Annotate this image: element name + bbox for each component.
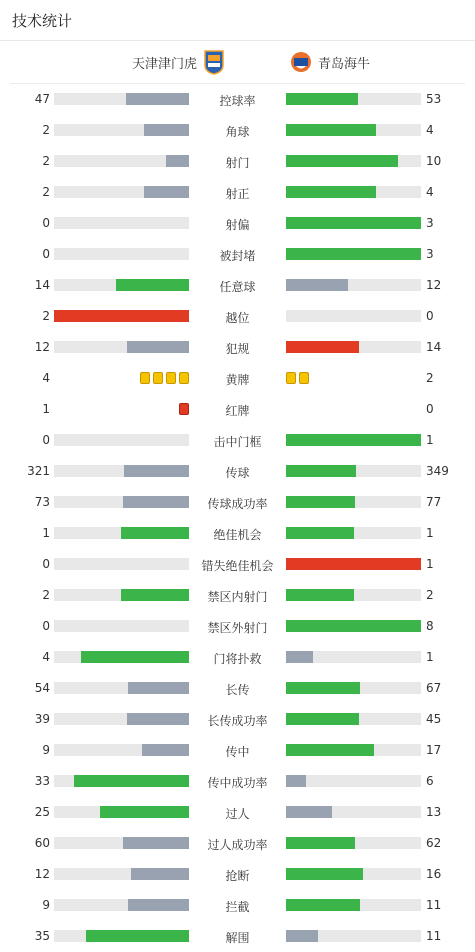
away-bar-track bbox=[286, 186, 421, 198]
away-value: 1 bbox=[426, 557, 434, 571]
home-bar-track bbox=[54, 310, 189, 322]
home-bar-track bbox=[54, 837, 189, 849]
away-value: 12 bbox=[426, 278, 442, 292]
home-value: 54 bbox=[34, 681, 50, 695]
stat-label: 射门 bbox=[225, 156, 250, 170]
away-bar bbox=[286, 682, 360, 694]
stat-label: 任意球 bbox=[219, 280, 256, 294]
home-value: 9 bbox=[42, 743, 50, 757]
home-team-name: 天津津门虎 bbox=[131, 56, 197, 72]
home-bar bbox=[121, 527, 189, 539]
away-value: 67 bbox=[426, 681, 442, 695]
away-value: 4 bbox=[426, 123, 434, 137]
home-bar-track bbox=[54, 744, 189, 756]
home-bar-track bbox=[54, 713, 189, 725]
home-bar-track bbox=[54, 434, 189, 446]
away-bar-track bbox=[286, 744, 421, 756]
away-bar-track bbox=[286, 806, 421, 818]
home-yellow-cards bbox=[140, 372, 189, 384]
stat-label: 犯规 bbox=[225, 342, 250, 356]
home-value: 2 bbox=[42, 588, 50, 602]
stat-label: 击中门框 bbox=[213, 435, 262, 449]
stat-row bbox=[0, 518, 475, 549]
stat-row bbox=[0, 828, 475, 859]
stat-row bbox=[0, 921, 475, 952]
stat-label: 红牌 bbox=[225, 404, 250, 418]
stat-row bbox=[0, 363, 475, 394]
home-value: 0 bbox=[42, 433, 50, 447]
home-value: 12 bbox=[34, 867, 50, 881]
home-bar bbox=[144, 186, 189, 198]
home-value: 0 bbox=[42, 216, 50, 230]
home-bar bbox=[126, 93, 189, 105]
stat-label: 禁区外射门 bbox=[207, 621, 268, 635]
away-bar bbox=[286, 124, 376, 136]
home-value: 9 bbox=[42, 898, 50, 912]
home-bar-track bbox=[54, 93, 189, 105]
stat-row bbox=[0, 456, 475, 487]
away-bar bbox=[286, 899, 360, 911]
home-value: 25 bbox=[34, 805, 50, 819]
home-bar bbox=[100, 806, 189, 818]
away-bar bbox=[286, 155, 398, 167]
stat-row bbox=[0, 890, 475, 921]
stat-row bbox=[0, 177, 475, 208]
away-bar bbox=[286, 496, 355, 508]
away-value: 62 bbox=[426, 836, 442, 850]
home-red-cards bbox=[179, 403, 189, 415]
away-value: 13 bbox=[426, 805, 442, 819]
away-value: 1 bbox=[426, 526, 434, 540]
away-value: 6 bbox=[426, 774, 434, 788]
away-bar bbox=[286, 806, 332, 818]
away-bar-track bbox=[286, 496, 421, 508]
home-bar bbox=[142, 744, 189, 756]
home-bar-track bbox=[54, 279, 189, 291]
away-bar bbox=[286, 930, 318, 942]
home-value: 2 bbox=[42, 154, 50, 168]
away-bar bbox=[286, 837, 355, 849]
stat-row bbox=[0, 642, 475, 673]
away-yellow-cards bbox=[286, 372, 309, 384]
home-value: 39 bbox=[34, 712, 50, 726]
stat-label: 错失绝佳机会 bbox=[201, 559, 274, 573]
home-bar-track bbox=[54, 124, 189, 136]
stat-label: 解围 bbox=[225, 931, 250, 945]
away-value: 0 bbox=[426, 402, 434, 416]
stat-row bbox=[0, 115, 475, 146]
yellow-card-icon bbox=[140, 372, 150, 384]
home-bar bbox=[124, 465, 189, 477]
away-value: 11 bbox=[426, 898, 442, 912]
away-value: 3 bbox=[426, 216, 434, 230]
away-bar bbox=[286, 93, 358, 105]
home-bar bbox=[127, 341, 189, 353]
away-value: 2 bbox=[426, 371, 434, 385]
away-bar bbox=[286, 186, 376, 198]
away-value: 349 bbox=[426, 464, 449, 478]
stat-row bbox=[0, 239, 475, 270]
teams-header bbox=[10, 41, 465, 84]
away-value: 77 bbox=[426, 495, 442, 509]
stat-label: 禁区内射门 bbox=[207, 590, 268, 604]
away-bar bbox=[286, 279, 348, 291]
away-bar bbox=[286, 651, 313, 663]
stat-label: 黄牌 bbox=[225, 373, 250, 387]
home-bar-track bbox=[54, 806, 189, 818]
home-bar-track bbox=[54, 465, 189, 477]
stat-label: 传中 bbox=[225, 745, 250, 759]
home-value: 2 bbox=[42, 309, 50, 323]
stat-label: 长传 bbox=[225, 683, 250, 697]
away-value: 17 bbox=[426, 743, 442, 757]
away-value: 2 bbox=[426, 588, 434, 602]
home-value: 0 bbox=[42, 557, 50, 571]
home-bar-track bbox=[54, 155, 189, 167]
stat-row bbox=[0, 766, 475, 797]
away-bar bbox=[286, 248, 421, 260]
home-value: 4 bbox=[42, 371, 50, 385]
away-bar-track bbox=[286, 930, 421, 942]
stat-row bbox=[0, 859, 475, 890]
away-value: 0 bbox=[426, 309, 434, 323]
away-bar-track bbox=[286, 124, 421, 136]
yellow-card-icon bbox=[166, 372, 176, 384]
stat-label: 传球成功率 bbox=[207, 497, 268, 511]
home-bar-track bbox=[54, 558, 189, 570]
away-value: 1 bbox=[426, 650, 434, 664]
away-value: 45 bbox=[426, 712, 442, 726]
away-value: 3 bbox=[426, 247, 434, 261]
tianjin-tigers-logo-icon bbox=[203, 49, 225, 75]
away-bar-track bbox=[286, 589, 421, 601]
home-bar bbox=[74, 775, 189, 787]
stat-row bbox=[0, 735, 475, 766]
home-bar bbox=[86, 930, 189, 942]
stat-row bbox=[0, 549, 475, 580]
away-bar-track bbox=[286, 775, 421, 787]
stat-label: 射正 bbox=[225, 187, 250, 201]
home-bar-track bbox=[54, 775, 189, 787]
away-value: 4 bbox=[426, 185, 434, 199]
home-value: 73 bbox=[34, 495, 50, 509]
stat-label: 传球 bbox=[225, 466, 250, 480]
stat-row bbox=[0, 84, 475, 115]
away-team-name: 青岛海牛 bbox=[318, 56, 371, 72]
stat-label: 越位 bbox=[225, 311, 250, 325]
qingdao-hainiu-logo-icon bbox=[290, 49, 312, 75]
stat-row bbox=[0, 270, 475, 301]
away-value: 14 bbox=[426, 340, 442, 354]
away-bar bbox=[286, 341, 359, 353]
away-bar-track bbox=[286, 837, 421, 849]
away-bar bbox=[286, 217, 421, 229]
stat-label: 角球 bbox=[225, 125, 250, 139]
home-bar-track bbox=[54, 868, 189, 880]
away-bar-track bbox=[286, 279, 421, 291]
home-bar-track bbox=[54, 589, 189, 601]
away-bar bbox=[286, 775, 306, 787]
home-bar bbox=[144, 124, 189, 136]
away-bar-track bbox=[286, 868, 421, 880]
home-value: 33 bbox=[34, 774, 50, 788]
stat-label: 过人成功率 bbox=[207, 838, 268, 852]
stat-row bbox=[0, 208, 475, 239]
away-value: 8 bbox=[426, 619, 434, 633]
home-bar bbox=[128, 682, 189, 694]
home-value: 35 bbox=[34, 929, 50, 943]
page-title: 技术统计 bbox=[12, 12, 73, 30]
away-bar-track bbox=[286, 155, 421, 167]
home-bar bbox=[116, 279, 189, 291]
stats-header bbox=[0, 0, 475, 41]
home-bar bbox=[121, 589, 189, 601]
yellow-card-icon bbox=[286, 372, 296, 384]
home-bar-track bbox=[54, 248, 189, 260]
away-bar-track bbox=[286, 217, 421, 229]
home-value: 47 bbox=[34, 92, 50, 106]
stat-row bbox=[0, 580, 475, 611]
stat-row bbox=[0, 425, 475, 456]
stat-label: 传中成功率 bbox=[207, 776, 268, 790]
away-bar-track bbox=[286, 93, 421, 105]
home-bar bbox=[81, 651, 189, 663]
stat-row bbox=[0, 704, 475, 735]
home-team[interactable] bbox=[132, 49, 225, 75]
away-bar-track bbox=[286, 713, 421, 725]
home-bar bbox=[127, 713, 189, 725]
away-value: 1 bbox=[426, 433, 434, 447]
away-bar bbox=[286, 589, 354, 601]
away-bar bbox=[286, 465, 356, 477]
home-value: 1 bbox=[42, 402, 50, 416]
away-team[interactable] bbox=[290, 49, 370, 75]
yellow-card-icon bbox=[153, 372, 163, 384]
away-value: 16 bbox=[426, 867, 442, 881]
home-bar-track bbox=[54, 651, 189, 663]
home-value: 2 bbox=[42, 185, 50, 199]
stat-row bbox=[0, 301, 475, 332]
stat-row bbox=[0, 797, 475, 828]
away-bar bbox=[286, 434, 421, 446]
home-value: 60 bbox=[34, 836, 50, 850]
stat-label: 控球率 bbox=[219, 94, 256, 108]
away-bar bbox=[286, 868, 363, 880]
home-value: 12 bbox=[34, 340, 50, 354]
home-bar bbox=[128, 899, 189, 911]
home-value: 4 bbox=[42, 650, 50, 664]
stat-row bbox=[0, 611, 475, 642]
stat-row bbox=[0, 146, 475, 177]
home-bar-track bbox=[54, 899, 189, 911]
home-bar-track bbox=[54, 217, 189, 229]
home-value: 0 bbox=[42, 247, 50, 261]
stat-row bbox=[0, 332, 475, 363]
home-bar-track bbox=[54, 341, 189, 353]
stat-label: 过人 bbox=[225, 807, 250, 821]
home-value: 0 bbox=[42, 619, 50, 633]
stat-label: 绝佳机会 bbox=[213, 528, 262, 542]
away-bar-track bbox=[286, 341, 421, 353]
stat-row bbox=[0, 394, 475, 425]
home-value: 321 bbox=[27, 464, 50, 478]
away-bar bbox=[286, 744, 374, 756]
home-value: 14 bbox=[34, 278, 50, 292]
home-bar-track bbox=[54, 496, 189, 508]
away-bar bbox=[286, 620, 421, 632]
home-bar bbox=[123, 837, 189, 849]
away-bar-track bbox=[286, 434, 421, 446]
home-bar bbox=[166, 155, 189, 167]
home-value: 2 bbox=[42, 123, 50, 137]
home-bar bbox=[54, 310, 189, 322]
stat-label: 射偏 bbox=[225, 218, 250, 232]
away-value: 11 bbox=[426, 929, 442, 943]
away-bar-track bbox=[286, 310, 421, 322]
stat-label: 被封堵 bbox=[219, 249, 256, 263]
away-bar bbox=[286, 527, 354, 539]
away-bar-track bbox=[286, 465, 421, 477]
home-bar-track bbox=[54, 186, 189, 198]
away-bar bbox=[286, 558, 421, 570]
away-bar-track bbox=[286, 682, 421, 694]
yellow-card-icon bbox=[179, 372, 189, 384]
away-bar-track bbox=[286, 899, 421, 911]
home-bar bbox=[131, 868, 189, 880]
home-bar-track bbox=[54, 620, 189, 632]
stat-label: 抢断 bbox=[225, 869, 250, 883]
stat-label: 门将扑救 bbox=[213, 652, 262, 666]
away-bar-track bbox=[286, 620, 421, 632]
away-bar-track bbox=[286, 527, 421, 539]
away-bar bbox=[286, 713, 359, 725]
stat-row bbox=[0, 673, 475, 704]
stat-label: 长传成功率 bbox=[207, 714, 268, 728]
yellow-card-icon bbox=[299, 372, 309, 384]
red-card-icon bbox=[179, 403, 189, 415]
home-bar bbox=[123, 496, 189, 508]
away-value: 10 bbox=[426, 154, 442, 168]
home-value: 1 bbox=[42, 526, 50, 540]
away-value: 53 bbox=[426, 92, 442, 106]
home-bar-track bbox=[54, 527, 189, 539]
stat-label: 拦截 bbox=[225, 900, 250, 914]
stat-row bbox=[0, 487, 475, 518]
home-bar-track bbox=[54, 682, 189, 694]
home-bar-track bbox=[54, 930, 189, 942]
away-bar-track bbox=[286, 248, 421, 260]
away-bar-track bbox=[286, 651, 421, 663]
away-bar-track bbox=[286, 558, 421, 570]
